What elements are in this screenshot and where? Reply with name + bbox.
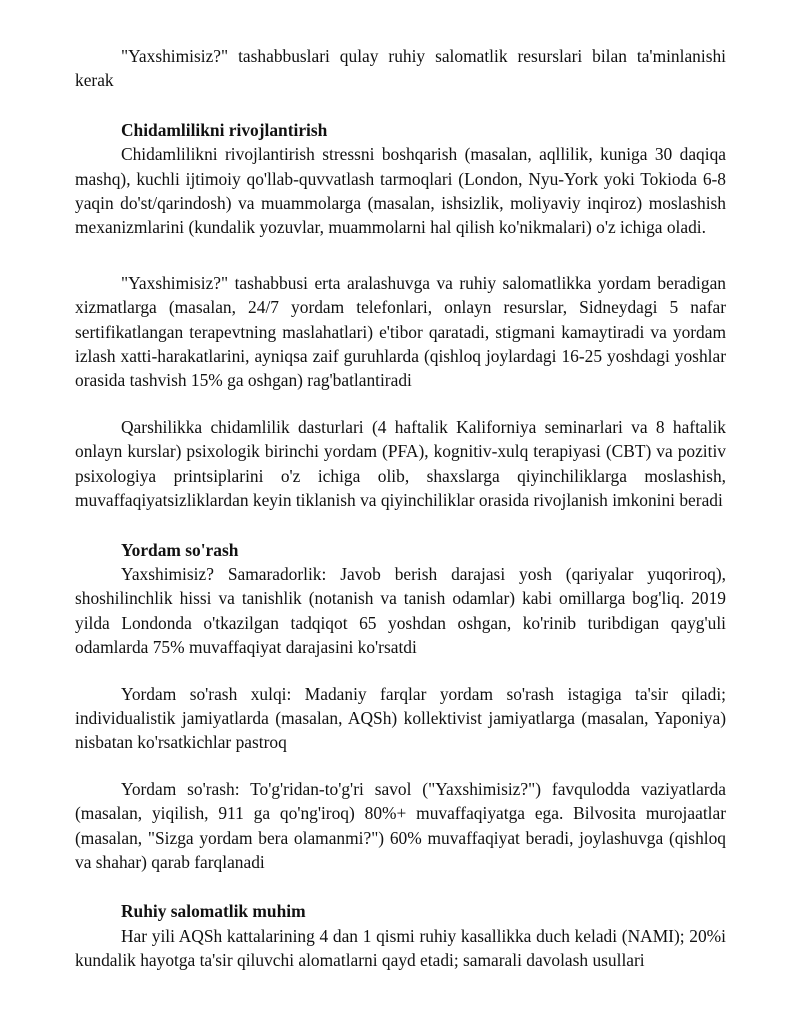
heading-asking-help: Yordam so'rash xyxy=(121,539,239,560)
spacer xyxy=(75,240,726,271)
paragraph-direct-question: Yordam so'rash: To'g'ridan-to'g'ri savol ("Yaxshimisiz?") favqulodda vaziyatlarda (masalan, yiqilish, 911 ga qo'ng'iroq) 80%+ muvaffaqiyatga ega. Bilvosita murojaatlar (masalan, "Sizga yordam bera olamanmi?") 60% muvaffaqiyat beradi, joylashuvga (qishloq va shahar) qarab farqlanadi xyxy=(75,778,726,872)
spacer xyxy=(75,755,726,777)
spacer xyxy=(75,874,726,899)
spacer xyxy=(75,660,726,682)
heading-resilience: Chidamlilikni rivojlantirish xyxy=(121,119,328,140)
paragraph-effectiveness: Yaxshimisiz? Samaradorlik: Javob berish darajasi yosh (qariyalar yuqoriroq), shoshilinchlik hissi va tanishlik (notanish va tanish odamlar) kabi omillarga bog'liq. 2019 yilda Londonda o'tkazilgan tadqiqot 65 yoshdan oshgan, ko'rinib turibdigan qayg'uli odamlarda 75% muvaffaqiyat darajasini ko'rsatdi xyxy=(75,563,726,658)
paragraph-behavior: Yordam so'rash xulqi: Madaniy farqlar yordam so'rash istagiga ta'sir qiladi; individualistik jamiyatlarda (masalan, AQSh) kollektivist jamiyatlarga (masalan, Yaponiya) nisbatan ko'rsatkichlar pastroq xyxy=(75,683,726,753)
heading-mental-health: Ruhiy salomatlik muhim xyxy=(121,901,306,922)
paragraph-resilience: Chidamlilikni rivojlantirish stressni boshqarish (masalan, aqllilik, kuniga 30 daqiqa mashq), kuchli ijtimoiy qo'llab-quvvatlash tarmoqlari (London, Nyu-York yoki Tokioda 6-8 yaqin do'st/qarindosh) va muammolarga (masalan, ishsizlik, moliyaviy inqiroz) moslashish mexanizmlarini (kundalik yozuvlar, muammolarni hal qilish ko'nikmalari) o'z ichiga oladi. xyxy=(75,144,726,238)
paragraph-programs: Qarshilikka chidamlilik dasturlari (4 haftalik Kaliforniya seminarlari va 8 haftalik onlayn kurslar) psixologik birinchi yordam (PFA), kognitiv-xulq terapiyasi (CBT) va pozitiv psixologiya printsiplarini o'z ichiga olib, shaxslarga qiyinchiliklarga moslashish, muvaffaqiyatsizliklardan keyin tiklanish va qiyinchiliklar orasida rivojlanish imkonini beradi xyxy=(75,416,726,511)
paragraph-initiative: "Yaxshimisiz?" tashabbusi erta aralashuvga va ruhiy salomatlikka yordam beradigan xizmatlarga (masalan, 24/7 yordam telefonlari, onlayn resurslar, Sidneydagi 5 nafar sertifikatlangan terapevtning maslahatlari) e'tibor qaratadi, stigmani kamaytiradi va yordam izlash xatti-harakatlarini, ayniqsa zaif guruhlarda (qishloq joylardagi 16-25 yoshdagi yoshlar orasida tashvish 15% ga oshgan) rag'batlantiradi xyxy=(75,272,726,391)
spacer xyxy=(75,93,726,118)
document-page xyxy=(75,44,726,973)
spacer xyxy=(75,393,726,415)
spacer xyxy=(75,513,726,538)
paragraph-intro: "Yaxshimisiz?" tashabbuslari qulay ruhiy salomatlik resurslari bilan ta'minlanishi kerak xyxy=(75,46,726,91)
paragraph-mental-health: Har yili AQSh kattalarining 4 dan 1 qismi ruhiy kasallikka duch keladi (NAMI); 20%i kundalik hayotga ta'sir qiluvchi alomatlarni qayd etadi; samarali davolash usullari xyxy=(75,925,726,971)
